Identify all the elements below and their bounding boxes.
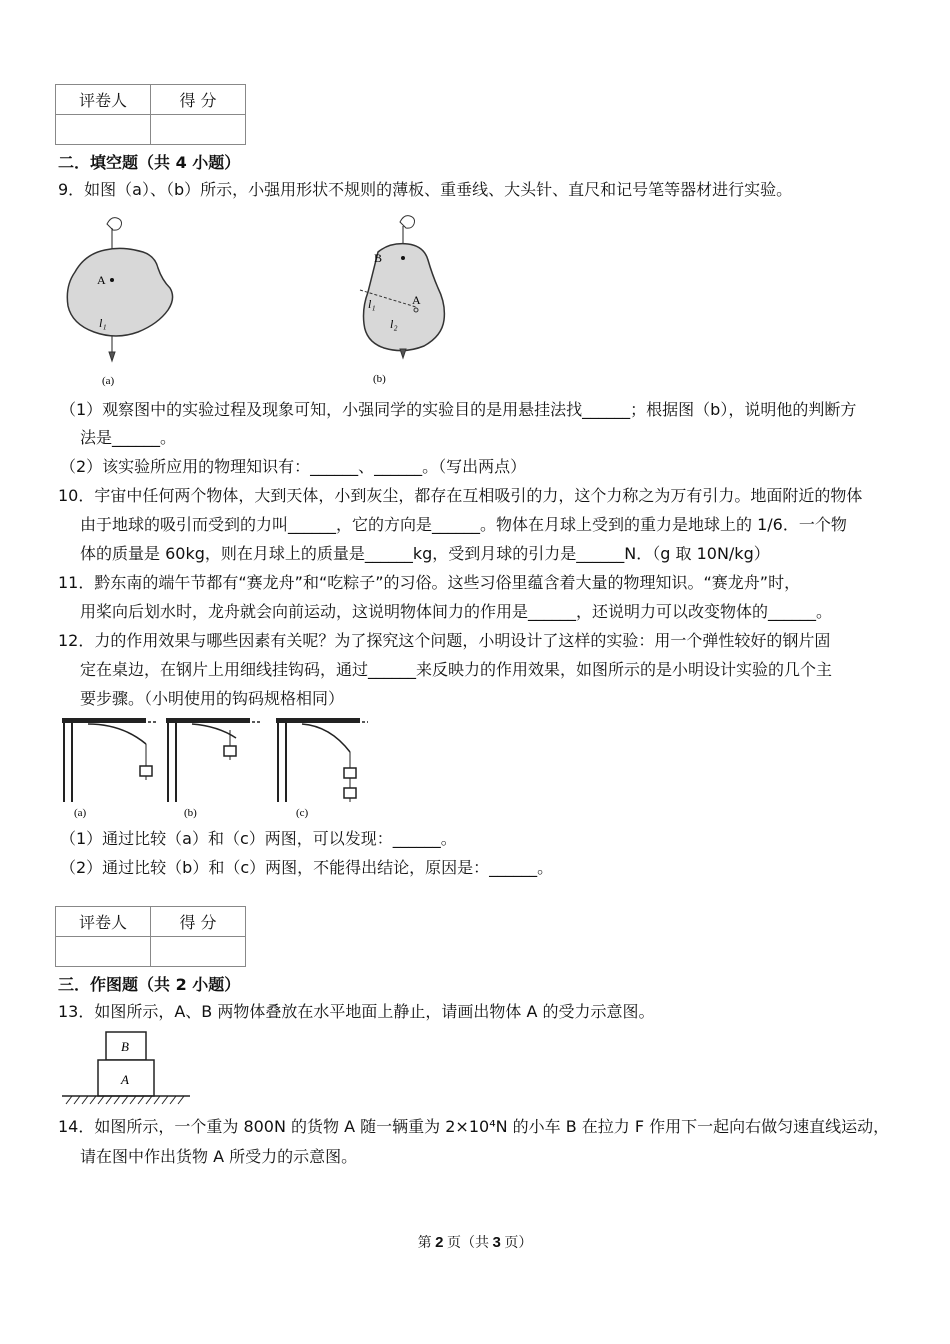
score-table-2 [55,906,246,967]
footer-pre: 第 [417,1236,436,1251]
score-cell [151,115,246,145]
q10-line3: 体的质量是 60kg，则在月球上的质量是______kg，受到月球的引力是______N．（g 取 10N/kg） [80,544,770,563]
q12-fig-c [276,718,368,819]
q12-part2: （2）通过比较（b）和（c）两图，不能得出结论，原因是：______。 [60,858,554,877]
q12-caption-a: (a) [74,807,87,819]
reviewer-header: 评卷人 [56,85,151,115]
reviewer-cell-2 [56,937,151,967]
q11-line2: 用桨向后划水时，龙舟就会向前运动，这说明物体间力的作用是______，还说明力可以改变物体的______。 [80,602,833,621]
footer-page-number: 2 [435,1234,444,1251]
q14-line1: 14．如图所示，一个重为 800N 的货物 A 随一辆重为 2×10⁴N 的小车 B 在拉力 F 作用下一起向右做匀速直线运动， [58,1117,890,1136]
q12-line3: 要步骤。（小明使用的钩码规格相同） [80,689,345,708]
score-table-1 [55,84,246,145]
q14-line2: 请在图中作出货物 A 所受力的示意图。 [80,1147,358,1166]
reviewer-cell [56,115,151,145]
q9-part1-line2: 法是______。 [80,428,177,447]
fig-b-label-a: A [412,293,421,307]
section-2-title: 二．填空题（共 4 小题） [58,153,241,172]
fig-b-caption: (b) [373,373,386,385]
q13-label-a: A [121,1072,129,1087]
footer-post: 页） [500,1236,533,1251]
fig-b-label-b: B [374,251,383,265]
score-cell-2 [151,937,246,967]
score-header-2: 得 分 [151,907,246,937]
q13-figure [58,1028,198,1108]
q11-line1: 11．黔东南的端午节都有“赛龙舟”和“吃粽子”的习俗。这些习俗里蕴含着大量的物理知识。“赛龙舟”时， [58,573,801,592]
fig-b-label-l2: l₂ [390,317,398,331]
q9-figure-b [338,212,448,392]
section-3-title: 三．作图题（共 2 小题） [58,975,241,994]
q9-part2: （2）该实验所应用的物理知识有：______、______。（写出两点） [60,457,527,476]
q10-line1: 10．宇宙中任何两个物体，大到天体，小到灰尘，都存在互相吸引的力，这个力称之为万有引力。地面附近的物体 [58,486,863,505]
q13-stem: 13．如图所示，A、B 两物体叠放在水平地面上静止，请画出物体 A 的受力示意图。 [58,1002,655,1021]
q9-part1-line1: （1）观察图中的实验过程及现象可知，小强同学的实验目的是用悬挂法找______；根据图（b），说明他的判断方 [60,400,857,419]
fig-b-label-l1: l₁ [368,297,376,311]
q12-caption-c: (c) [296,807,309,819]
q12-caption-b: (b) [184,807,197,819]
q13-label-b: B [121,1039,129,1054]
q12-line1: 12．力的作用效果与哪些因素有关呢？为了探究这个问题，小明设计了这样的实验：用一个弹性较好的钢片固 [58,631,831,650]
q9-stem: 9．如图（a）、（b）所示，小强用形状不规则的薄板、重垂线、大头针、直尺和记号笔等器材进行实验。 [58,180,793,199]
footer-total-pages: 3 [492,1234,501,1251]
fig-a-caption: (a) [102,375,115,387]
q12-fig-b [166,718,262,819]
q12-line2: 定在桌边，在钢片上用细线挂钩码，通过______来反映力的作用效果，如图所示的是小明设计实验的几个主 [80,660,833,679]
fig-a-label-a: A [97,273,106,287]
q10-line2: 由于地球的吸引而受到的力叫______，它的方向是______。物体在月球上受到的重力是地球上的 1/6．一个物 [80,515,847,534]
q12-part1: （1）通过比较（a）和（c）两图，可以发现：______。 [60,829,457,848]
q12-figure [58,712,378,824]
score-header: 得 分 [151,85,246,115]
footer-mid: 页（共 [443,1236,493,1251]
q9-figure-a [55,212,175,392]
q12-fig-a [62,718,158,819]
reviewer-header-2: 评卷人 [56,907,151,937]
fig-a-label-l1: l₁ [99,316,107,330]
page-footer [0,1232,950,1252]
